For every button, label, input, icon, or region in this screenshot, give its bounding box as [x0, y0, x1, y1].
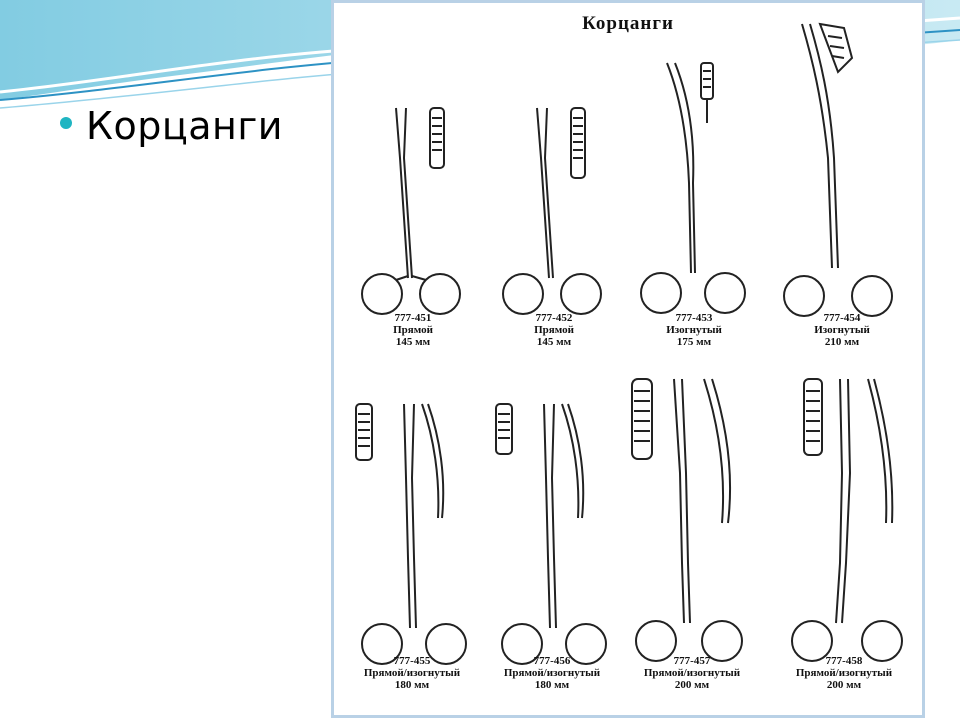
bullet-dot-icon [60, 117, 72, 129]
forceps-illustration-8 [774, 373, 914, 668]
item-type: Прямой [393, 324, 433, 336]
bullet-item [60, 104, 283, 148]
catalog-item-6 [482, 655, 622, 691]
item-code: 777-454 [823, 312, 861, 324]
item-code: 777-451 [394, 312, 432, 324]
catalog-item-2 [489, 312, 619, 348]
catalog-item-7 [622, 655, 762, 691]
item-code: 777-452 [535, 312, 573, 324]
forceps-illustration-3 [629, 53, 759, 318]
forceps-illustration-2 [489, 98, 619, 318]
catalog-item-5 [342, 655, 482, 691]
item-code: 777-458 [825, 655, 863, 667]
item-size: 200 мм [826, 679, 862, 691]
item-size: 180 мм [394, 679, 430, 691]
catalog-item-8 [774, 655, 914, 691]
catalog-item-4 [772, 312, 912, 348]
item-code: 777-455 [393, 655, 431, 667]
forceps-illustration-5 [342, 398, 482, 668]
forceps-illustration-6 [482, 398, 622, 668]
item-code: 777-453 [675, 312, 713, 324]
item-type: Прямой/изогнутый [795, 667, 893, 679]
item-type: Изогнутый [666, 324, 722, 336]
item-type: Прямой [534, 324, 574, 336]
item-size: 200 мм [674, 679, 710, 691]
forceps-illustration-1 [348, 98, 478, 318]
catalog-image [331, 0, 925, 718]
item-size: 145 мм [395, 336, 431, 348]
item-type: Изогнутый [814, 324, 870, 336]
item-type: Прямой/изогнутый [643, 667, 741, 679]
forceps-illustration-4 [772, 18, 912, 318]
forceps-illustration-7 [622, 373, 762, 668]
item-type: Прямой/изогнутый [503, 667, 601, 679]
catalog-item-3 [629, 312, 759, 348]
item-size: 175 мм [676, 336, 712, 348]
item-code: 777-456 [533, 655, 571, 667]
catalog-title: Корцанги [582, 13, 674, 34]
bullet-text: Корцанги [86, 104, 284, 148]
item-size: 145 мм [536, 336, 572, 348]
item-code: 777-457 [673, 655, 711, 667]
item-type: Прямой/изогнутый [363, 667, 461, 679]
item-size: 210 мм [824, 336, 860, 348]
catalog-item-1 [348, 312, 478, 348]
item-size: 180 мм [534, 679, 570, 691]
